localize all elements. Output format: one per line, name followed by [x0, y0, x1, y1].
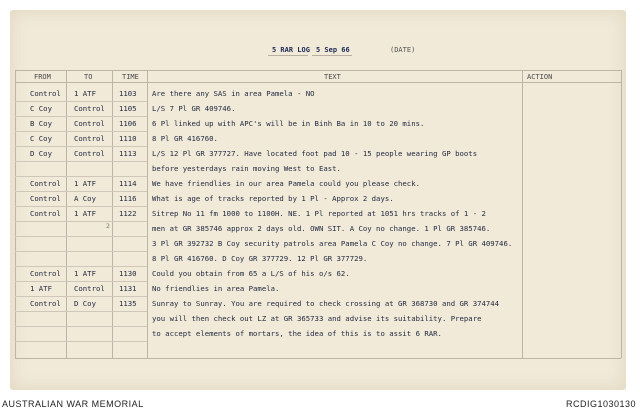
entry-to: Control: [74, 284, 105, 293]
log-date-label: (DATE): [390, 46, 416, 54]
entry-time: 1122: [119, 209, 137, 218]
header-bottom-rule: [15, 82, 621, 83]
table-row: [10, 313, 626, 325]
entry-from: C Coy: [30, 134, 52, 143]
entry-from: 1 ATF: [30, 284, 52, 293]
row-rule: [15, 191, 147, 192]
date-underline: [312, 55, 352, 56]
footer-reference: RCDIG1030130: [565, 399, 636, 409]
entry-from: Control: [30, 299, 61, 308]
entry-to: Control: [74, 119, 105, 128]
entry-time: 1105: [119, 104, 137, 113]
row-rule: [15, 251, 147, 252]
entry-time: 1130: [119, 269, 137, 278]
log-date: 5 Sep 66: [316, 46, 350, 54]
log-unit: 5 RAR LOG: [272, 46, 310, 54]
table-top-rule: [15, 70, 621, 71]
entry-time: 1116: [119, 194, 137, 203]
entry-from: Control: [30, 89, 61, 98]
row-rule: [15, 236, 147, 237]
row-rule: [15, 311, 147, 312]
entry-text: 8 Pl GR 416760. D Coy GR 377729. 12 Pl GR 377729.: [152, 254, 368, 263]
entry-from: C Coy: [30, 104, 52, 113]
entry-time: 1135: [119, 299, 137, 308]
row-rule: [15, 161, 147, 162]
entry-from: Control: [30, 194, 61, 203]
row-rule: [15, 326, 147, 327]
row-rule: [15, 101, 147, 102]
entry-text: Sitrep No 11 fm 1000 to 1100H. NE. 1 Pl reported at 1051 hrs tracks of 1 - 2: [152, 209, 486, 218]
entry-from: Control: [30, 209, 61, 218]
table-row: [10, 118, 626, 130]
entry-time: 1106: [119, 119, 137, 128]
row-rule: [15, 116, 147, 117]
entry-text: to accept elements of mortars, the idea of this is to assit 6 RAR.: [152, 329, 442, 338]
col-header-text: TEXT: [324, 73, 341, 81]
col-header-from: FROM: [34, 73, 51, 81]
entry-to: Control: [74, 134, 105, 143]
row-rule: [15, 221, 147, 222]
table-row: [10, 298, 626, 310]
table-row: [10, 283, 626, 295]
row-rule: [15, 296, 147, 297]
entry-text: Could you obtain from 65 a L/S of his o/s 62.: [152, 269, 350, 278]
entry-to: A Coy: [74, 194, 96, 203]
table-row: [10, 193, 626, 205]
entry-text: We have friendlies in our area Pamela could you please check.: [152, 179, 420, 188]
entry-from: Control: [30, 179, 61, 188]
entry-text: Are there any SAS in area Pamela - NO: [152, 89, 315, 98]
archive-footer: [0, 395, 640, 415]
log-sheet: [10, 10, 626, 390]
entry-to: 1 ATF: [74, 89, 96, 98]
entry-time: 1131: [119, 284, 137, 293]
table-row: [10, 178, 626, 190]
entry-text: men at GR 385746 approx 2 days old. OWN SIT. A Coy no change. 1 Pl GR 385746.: [152, 224, 491, 233]
row-rule: [15, 206, 147, 207]
row-rule: [15, 176, 147, 177]
col-header-to: TO: [84, 73, 93, 81]
entry-time: 1114: [119, 179, 137, 188]
entry-text: 3 Pl GR 392732 B Coy security patrols area Pamela C Coy no change. 7 Pl GR 409746.: [152, 239, 513, 248]
table-row: [10, 268, 626, 280]
entry-text: No friendlies in area Pamela.: [152, 284, 280, 293]
row-rule: [15, 131, 147, 132]
table-bottom-rule: [15, 358, 621, 359]
entry-text: you will then check out LZ at GR 365733 and advise its suitability. Prepare: [152, 314, 482, 323]
table-row: [10, 103, 626, 115]
row-rule: [15, 281, 147, 282]
entry-to: 1 ATF: [74, 179, 96, 188]
table-row: [10, 223, 626, 235]
entry-text: L/S 12 Pl GR 377727. Have located foot pad 10 - 15 people wearing GP boots: [152, 149, 478, 158]
entry-to: 1 ATF: [74, 209, 96, 218]
row-rule: [15, 266, 147, 267]
entry-text: before yesterdays rain moving West to East.: [152, 164, 341, 173]
table-row: [10, 88, 626, 100]
table-row: [10, 328, 626, 340]
table-row: [10, 253, 626, 265]
unit-underline: [268, 55, 308, 56]
entry-to: D Coy: [74, 299, 96, 308]
entry-text: 8 Pl GR 416760.: [152, 134, 218, 143]
col-header-time: TIME: [122, 73, 139, 81]
entry-time: 1103: [119, 89, 137, 98]
table-row: [10, 133, 626, 145]
entry-from: D Coy: [30, 149, 52, 158]
entry-to: Control: [74, 149, 105, 158]
entry-from: Control: [30, 269, 61, 278]
entry-time: 1110: [119, 134, 137, 143]
table-row: [10, 238, 626, 250]
entry-text: L/S 7 Pl GR 409746.: [152, 104, 236, 113]
entry-from: B Coy: [30, 119, 52, 128]
table-row: [10, 208, 626, 220]
handwritten-mark: 2: [106, 222, 110, 230]
entry-time: 1113: [119, 149, 137, 158]
entry-to: 1 ATF: [74, 269, 96, 278]
entry-text: Sunray to Sunray. You are required to check crossing at GR 368730 and GR 374744: [152, 299, 500, 308]
table-row: [10, 163, 626, 175]
row-rule: [15, 146, 147, 147]
entry-text: What is age of tracks reported by 1 Pl - Approx 2 days.: [152, 194, 394, 203]
col-header-action: ACTION: [527, 73, 553, 81]
footer-source: AUSTRALIAN WAR MEMORIAL: [2, 399, 144, 409]
table-row: [10, 148, 626, 160]
entry-text: 6 Pl linked up with APC's will be in Binh Ba in 10 to 20 mins.: [152, 119, 425, 128]
entry-to: Control: [74, 104, 105, 113]
row-rule: [15, 341, 147, 342]
